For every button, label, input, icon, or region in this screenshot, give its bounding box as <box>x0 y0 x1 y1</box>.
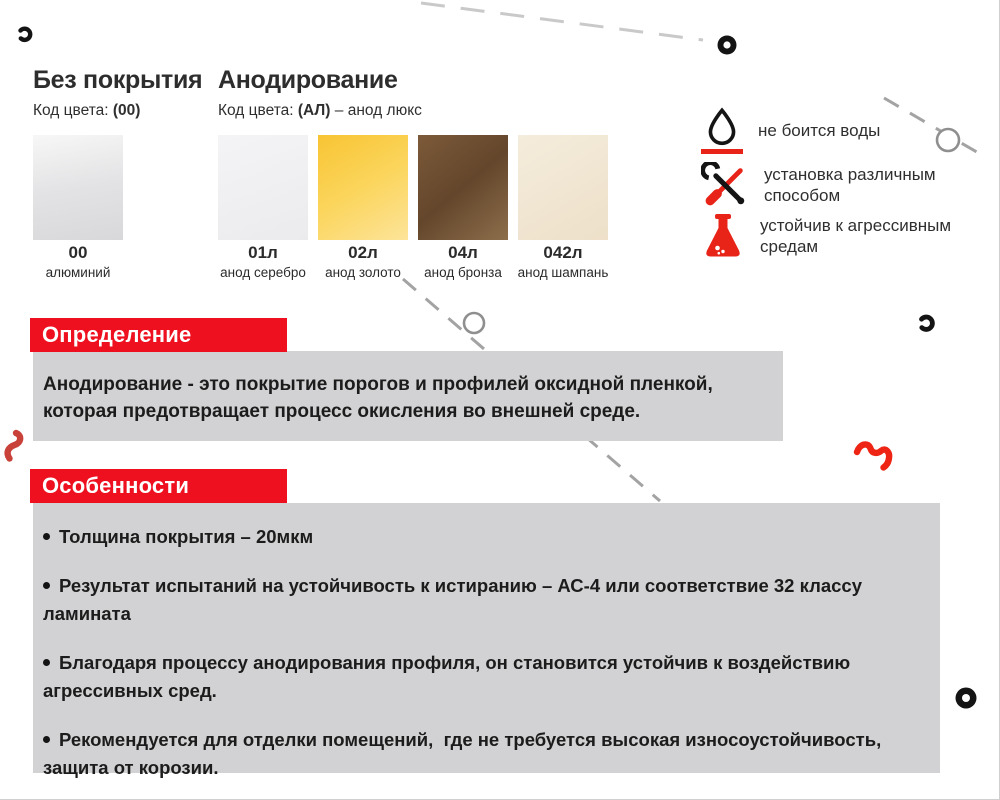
comma-mark-icon-right <box>922 317 933 329</box>
feature-bullet: Толщина покрытия – 20мкм <box>43 523 932 551</box>
benefit-row-installation <box>701 162 999 208</box>
definition-heading: Определение <box>42 322 192 347</box>
water-drop-icon <box>701 106 743 154</box>
red-underline <box>701 149 743 154</box>
benefit-label: установка различным способом <box>764 165 936 205</box>
anodizing-title: Анодирование <box>218 66 398 94</box>
swatch-label: 02л анод золото <box>325 243 401 280</box>
no-coating-code: Код цвета: (00) <box>33 102 141 119</box>
feature-bullet: Результат испытаний на устойчивость к истиранию – АС-4 или соответствие 32 классу ламината <box>43 575 863 624</box>
color-swatch-anod-bronze <box>418 135 508 240</box>
feature-bullet: Благодаря процессу анодирования профиля, он становится устойчив к воздействию агрессивных сред. <box>43 652 851 701</box>
bullet-dot <box>43 736 50 743</box>
circle-marker-icon <box>937 129 959 151</box>
flask-icon <box>701 212 745 260</box>
color-swatch-anod-silver <box>218 135 308 240</box>
swatch-label: 01л анод серебро <box>220 243 306 280</box>
bullet-dot <box>43 582 50 589</box>
benefit-label: не боится воды <box>758 120 881 140</box>
benefit-row-water <box>701 106 880 154</box>
feature-bullet: Рекомендуется для отделки помещений, где не требуется высокая износоустойчивость, защита от корозии. <box>43 729 882 778</box>
bullet-dot <box>43 533 50 540</box>
circle-marker-icon <box>464 313 484 333</box>
benefit-row-resistance <box>701 212 999 260</box>
features-list-box <box>33 503 940 778</box>
swatch-label: 042л анод шампань <box>517 243 609 280</box>
anodizing-code: Код цвета: (АЛ) – анод люкс <box>218 102 422 119</box>
color-swatch-aluminium <box>33 135 123 240</box>
dashed-line-top <box>421 3 737 55</box>
tools-icon <box>701 162 749 208</box>
red-squiggle-left <box>8 433 21 459</box>
black-donut-icon-bottom <box>956 688 977 709</box>
anodizing-header <box>218 66 422 120</box>
benefit-label: устойчив к агрессивным средам <box>760 216 952 256</box>
definition-heading-banner <box>30 318 287 352</box>
features-heading-banner <box>30 469 287 503</box>
color-swatch-anod-gold <box>318 135 408 240</box>
definition-text-box: Анодирование - это покрытие порогов и профилей оксидной пленкой, которая предотвращает процесс окисления во внешней среде. <box>33 351 783 441</box>
no-coating-header <box>33 66 202 120</box>
bullet-dot <box>43 659 50 666</box>
red-squiggle-right <box>857 444 889 467</box>
swatch-label: 04л анод бронза <box>424 243 502 280</box>
swatch-label: 00 алюминий <box>45 243 111 280</box>
dashed-line-right <box>884 98 987 158</box>
no-coating-title: Без покрытия <box>33 66 203 94</box>
features-heading: Особенности <box>42 473 190 498</box>
color-swatch-anod-champagne <box>518 135 608 240</box>
comma-mark-icon-top-left <box>21 29 31 40</box>
